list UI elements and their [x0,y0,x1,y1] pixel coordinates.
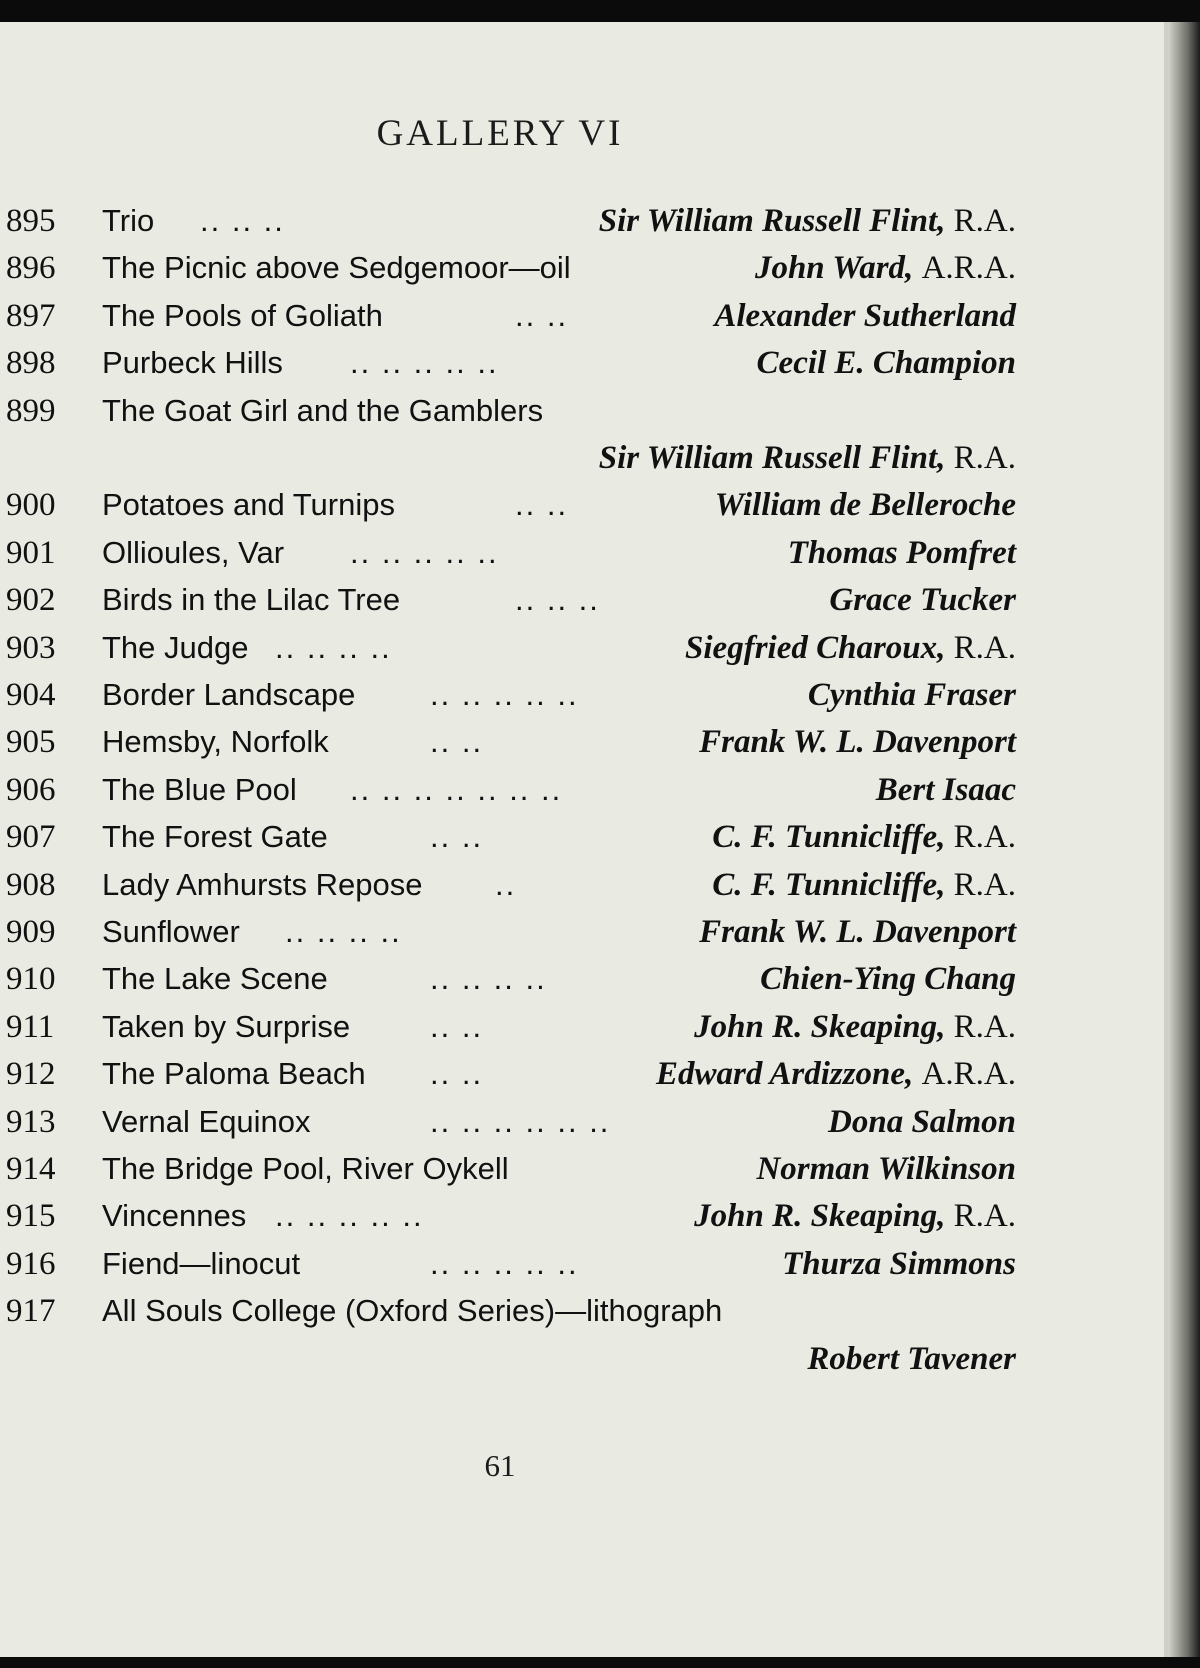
artist-honour: A.R.A. [921,1056,1016,1093]
artist-name: Thomas Pomfret [787,534,1016,571]
leader-dots: .. .. .. .. [285,914,402,949]
entry-artist [656,1056,1016,1093]
leader-dots: .. .. [430,1056,484,1092]
entry-title: Hemsby, Norfolk [102,724,329,760]
leader-dots: .. .. [430,724,484,760]
entry-number: 902 [6,582,56,619]
entry-title: The Pools of Goliath [102,297,383,333]
artist-name: Alexander Sutherland [714,297,1016,334]
entry-artist [782,1246,1016,1283]
entry-artist [714,298,1016,335]
entry-artist [788,535,1016,572]
entry-number: 912 [6,1056,56,1093]
artist-name: Sir William Russell Flint, [598,203,946,239]
catalogue-entry [0,772,1020,812]
leader-dots: .. .. .. .. .. [430,1245,579,1281]
entry-number: 901 [6,534,56,571]
artist-name: John R. Skeaping, [694,1198,946,1235]
entry-artist [828,1104,1016,1141]
entry-artist [599,203,1016,240]
leader-dots: .. .. .. .. .. [275,1198,424,1234]
artist-honour: R.A. [953,629,1016,666]
entry-number: 900 [6,487,56,524]
catalogue-entry [0,867,1020,907]
entry-number: 910 [6,961,56,998]
artist-name: Edward Ardizzone, [655,1056,914,1093]
artist-honour: A.R.A. [921,250,1016,287]
artist-name: C. F. Tunnicliffe, [712,866,946,903]
leader-dots: .. .. .. .. .. [430,677,579,712]
entry-title: Lady Amhursts Repose [102,866,423,902]
entry-number: 904 [6,677,56,713]
entry-artist [757,345,1016,382]
artist-name: Cynthia Fraser [807,677,1016,713]
artist-name: John Ward, [754,250,914,287]
catalogue-entry [0,393,1020,433]
catalogue-entry [0,677,1020,717]
catalogue-entry [0,1198,1020,1238]
entry-artist [755,250,1016,287]
leader-dots: .. .. [515,297,569,333]
entry-number: 916 [6,1245,56,1282]
artist-name: Frank W. L. Davenport [699,724,1016,761]
catalogue-entry [0,1151,1020,1191]
entry-number: 909 [6,914,56,950]
entry-artist [829,582,1016,619]
entry-artist [685,630,1016,667]
artist-honour: R.A. [953,866,1016,903]
entry-title: The Blue Pool [102,771,297,807]
entry-artist [694,1198,1016,1235]
artist-honour: R.A. [953,203,1016,239]
entry-title: Sunflower [102,914,240,949]
artist-name: Norman Wilkinson [756,1151,1016,1187]
page-number: 61 [484,1448,516,1483]
entry-artist [699,914,1016,951]
entry-artist [694,1009,1016,1046]
catalogue-entry [0,203,1020,243]
catalogue-entry [0,1104,1020,1144]
entry-title: Vernal Equinox [102,1103,311,1139]
catalogue-entry [0,724,1020,764]
catalogue-entry [0,961,1020,1001]
entry-title: The Goat Girl and the Gamblers [102,392,544,428]
entry-number: 915 [6,1198,56,1235]
entry-artist [876,772,1016,809]
catalogue-entry [0,345,1020,385]
catalogue-entry [0,1246,1020,1286]
catalogue-entry [0,440,1020,480]
artist-name: Bert Isaac [875,771,1016,808]
artist-honour: R.A. [953,440,1016,476]
catalogue-entry [0,535,1020,575]
entry-artist [808,677,1016,714]
catalogue-entry [0,1056,1020,1096]
artist-honour: R.A. [953,1008,1016,1045]
entry-number: 907 [6,819,56,856]
entry-number: 913 [6,1103,56,1140]
entry-title: Border Landscape [102,677,356,712]
entry-title: Trio [102,203,155,238]
gallery-heading: GALLERY VI [376,113,624,154]
entry-artist [712,867,1016,904]
catalogue-entry [0,250,1020,290]
artist-name: John R. Skeaping, [694,1008,946,1045]
artist-name: C. F. Tunnicliffe, [712,819,946,856]
entry-number: 896 [6,250,56,287]
entry-number: 917 [6,1293,56,1330]
catalogue-entry [0,582,1020,622]
leader-dots: .. .. .. .. [275,629,392,665]
entry-artist [712,819,1016,856]
entry-number: 899 [6,392,56,429]
entry-artist [807,1341,1016,1378]
catalogue-entry [0,1293,1020,1333]
artist-honour: R.A. [953,819,1016,856]
leader-dots: .. .. .. .. .. .. .. [350,771,563,807]
entry-title: All Souls College (Oxford Series)—lithograph [102,1293,723,1329]
artist-name: William de Belleroche [714,487,1016,524]
entry-artist [756,1151,1016,1188]
artist-name: Sir William Russell Flint, [598,440,946,476]
catalogue-entry [0,630,1020,670]
catalogue-entry [0,819,1020,859]
entry-title: Potatoes and Turnips [102,487,395,523]
leader-dots: .. .. [430,819,484,855]
artist-name: Robert Tavener [807,1340,1016,1377]
entry-title: The Paloma Beach [102,1056,366,1092]
entry-title: The Bridge Pool, River Oykell [102,1151,509,1186]
entry-number: 906 [6,771,56,808]
artist-name: Cecil E. Champion [756,345,1016,382]
entry-number: 898 [6,345,56,382]
catalogue-entry [0,914,1020,954]
page-edge [1170,22,1200,1657]
entry-number: 903 [6,629,56,666]
entry-artist [599,440,1016,477]
leader-dots: .. [495,866,517,902]
artist-honour: R.A. [953,1198,1016,1235]
entry-title: The Forest Gate [102,819,328,855]
entry-number: 897 [6,297,56,334]
leader-dots: .. .. .. .. .. .. [430,1103,611,1139]
entry-title: The Picnic above Sedgemoor—oil [102,250,571,286]
entry-title: The Lake Scene [102,961,328,997]
entry-title: Birds in the Lilac Tree [102,582,401,618]
entry-number: 895 [6,203,56,239]
catalogue-entry [0,487,1020,527]
artist-name: Dona Salmon [828,1103,1016,1140]
catalogue-entry [0,298,1020,338]
catalogue-entry [0,1341,1020,1381]
leader-dots: .. .. .. [515,582,600,618]
entry-title: Ollioules, Var [102,534,285,570]
artist-name: Chien-Ying Chang [760,961,1016,998]
entry-number: 911 [6,1008,55,1045]
leader-dots: .. .. .. .. .. [350,345,499,381]
entry-number: 905 [6,724,56,761]
entry-title: Taken by Surprise [102,1008,351,1044]
entry-number: 914 [6,1151,56,1187]
catalogue-entry [0,1009,1020,1049]
artist-name: Frank W. L. Davenport [699,914,1016,950]
artist-name: Thurza Simmons [782,1245,1016,1282]
artist-name: Siegfried Charoux, [685,629,946,666]
entry-number: 908 [6,866,56,903]
entry-title: The Judge [102,629,249,665]
leader-dots: .. .. .. .. [430,961,547,997]
entry-title: Vincennes [102,1198,247,1234]
leader-dots: .. .. [515,487,569,523]
entry-artist [760,961,1016,998]
leader-dots: .. .. .. [200,203,285,238]
entry-artist [715,487,1016,524]
leader-dots: .. .. .. .. .. [350,534,499,570]
entry-title: Purbeck Hills [102,345,283,381]
entry-artist [699,724,1016,761]
artist-name: Grace Tucker [829,582,1016,619]
leader-dots: .. .. [430,1008,484,1044]
entry-title: Fiend—linocut [102,1245,301,1281]
